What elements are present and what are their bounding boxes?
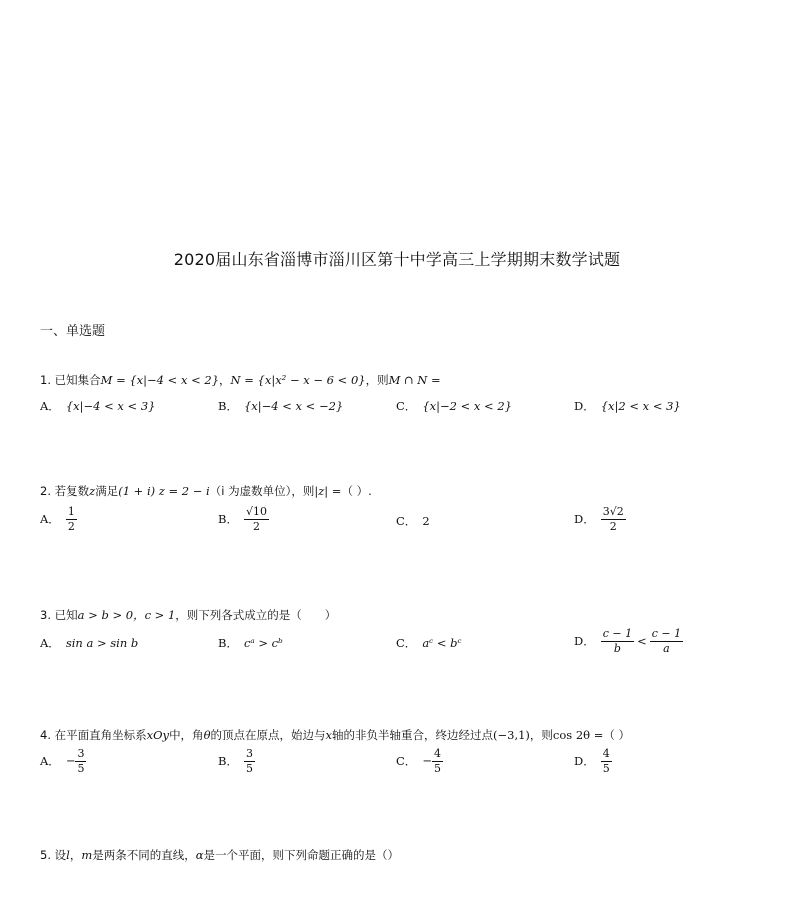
q4-mid2: 的顶点在原点，始边与 (210, 728, 326, 742)
option-label: D． (574, 633, 595, 648)
option-label: C． (396, 636, 417, 650)
q4-point: (−3,1) (493, 728, 530, 742)
q1-option-c[interactable] (396, 398, 512, 414)
option-label: B． (218, 399, 238, 413)
q1-set-m: M = {x|−4 < x < 2} (100, 373, 220, 387)
q3-option-b[interactable] (218, 635, 283, 651)
q4-option-c[interactable] (396, 747, 443, 776)
q4-x: x (325, 728, 332, 742)
fraction (601, 627, 634, 656)
option-label: C． (396, 753, 417, 768)
option-label: B． (218, 636, 238, 650)
q4-tail: （ ） (603, 728, 631, 742)
q5-stem-text: 5. 设 (40, 848, 67, 862)
sign: − (65, 753, 76, 768)
fraction-denominator: 2 (252, 520, 260, 533)
fraction-numerator: 3√2 (602, 505, 624, 518)
section-heading: 一、单选题 (40, 324, 106, 339)
fraction-denominator: 5 (77, 762, 85, 775)
question-5-stem (40, 847, 399, 863)
q2-option-d[interactable] (574, 505, 626, 534)
q1-stem-text: 1. 已知集合 (40, 373, 101, 387)
q5-sep: ， (69, 848, 82, 862)
q4-theta: θ (203, 728, 211, 742)
fraction-numerator: 3 (77, 747, 85, 760)
q1-sep: ， (219, 373, 231, 387)
q3-option-c[interactable] (396, 635, 462, 651)
option-text: sin a > sin b (65, 636, 139, 650)
fraction (650, 627, 683, 656)
q3-stem-text: 3. 已知 (40, 608, 78, 622)
option-label: D． (574, 753, 595, 768)
option-text: 2 (422, 514, 430, 528)
option-label: A． (40, 753, 60, 768)
question-1-stem (40, 372, 441, 388)
fraction-numerator: c − 1 (602, 627, 633, 640)
fraction-numerator: 4 (433, 747, 441, 760)
q1-option-a[interactable] (40, 398, 155, 414)
q5-tail: 是一个平面，则下列命题正确的是（） (203, 848, 400, 862)
option-label: C． (396, 514, 417, 528)
q4-option-a[interactable] (40, 747, 86, 776)
fraction-denominator: 5 (433, 762, 441, 775)
q3-option-d[interactable] (574, 627, 683, 656)
option-text: aᶜ < bᶜ (422, 636, 462, 650)
sign: − (422, 753, 432, 768)
q4-mid1: 中，角 (169, 728, 204, 742)
page-title: 2020届山东省淄博市淄川区第十中学高三上学期期末数学试题 (173, 250, 621, 269)
option-label: B． (218, 753, 238, 768)
fraction-denominator: 5 (245, 762, 253, 775)
q4-option-d[interactable] (574, 747, 612, 776)
q4-expr: cos 2θ = (552, 728, 604, 742)
q4-option-b[interactable] (218, 747, 255, 776)
q1-tail: ，则 (365, 373, 389, 387)
fraction-denominator: a (663, 642, 670, 655)
fraction (601, 747, 612, 776)
q2-option-a[interactable] (40, 505, 77, 534)
fraction (66, 505, 77, 534)
fraction-numerator: c − 1 (651, 627, 682, 640)
option-text: {x|2 < x < 3} (600, 399, 681, 413)
q2-option-b[interactable] (218, 505, 269, 534)
q5-l: l (66, 848, 70, 862)
relation-symbol: < (637, 633, 647, 648)
option-text: {x|−2 < x < 2} (422, 399, 512, 413)
fraction-denominator: 2 (67, 520, 75, 533)
question-2-stem (40, 483, 372, 499)
fraction-denominator: b (613, 642, 621, 655)
option-label: D． (574, 511, 595, 526)
q1-set-n: N = {x|x² − x − 6 < 0} (230, 373, 366, 387)
fraction (75, 747, 86, 776)
q2-mid1: 满足 (95, 484, 119, 498)
option-label: D． (574, 399, 595, 413)
q5-mid1: 是两条不同的直线， (92, 848, 196, 862)
q3-cond: a > b > 0，c > 1 (77, 608, 176, 622)
option-label: A． (40, 511, 60, 526)
q2-abs: |z| = (314, 484, 342, 498)
q2-z: z (89, 484, 96, 498)
q1-option-d[interactable] (574, 398, 681, 414)
q5-m: m (81, 848, 93, 862)
q3-option-a[interactable] (40, 635, 138, 651)
q3-tail: ，则下列各式成立的是（ ） (175, 608, 337, 622)
q4-sys: xOy (146, 728, 170, 742)
q4-mid3: 轴的非负半轴重合，终边经过点 (332, 728, 493, 742)
fraction (244, 747, 255, 776)
fraction-numerator: 3 (245, 747, 253, 760)
q1-expr: M ∩ N = (388, 373, 441, 387)
fraction-denominator: 5 (602, 762, 610, 775)
q2-eq: (1 + i) z = 2 − i (118, 484, 210, 498)
option-text: {x|−4 < x < 3} (65, 399, 156, 413)
q4-stem-text: 4. 在平面直角坐标系 (40, 728, 147, 742)
q4-mid4: ，则 (529, 728, 553, 742)
q2-stem-text: 2. 若复数 (40, 484, 90, 498)
option-label: A． (40, 399, 60, 413)
fraction-denominator: 2 (609, 520, 617, 533)
option-text: {x|−4 < x < −2} (243, 399, 344, 413)
q5-alpha: α (195, 848, 204, 862)
q1-option-b[interactable] (218, 398, 343, 414)
q2-option-c[interactable] (396, 513, 430, 529)
option-text: cᵃ > cᵇ (243, 636, 283, 650)
fraction-numerator: 4 (602, 747, 610, 760)
fraction (432, 747, 443, 776)
question-4-stem (40, 727, 630, 743)
fraction-numerator: √10 (245, 505, 267, 518)
option-label: B． (218, 511, 238, 526)
q2-mid2: （i 为虚数单位），则 (209, 484, 315, 498)
fraction-numerator: 1 (67, 505, 75, 518)
fraction (244, 505, 269, 534)
fraction (601, 505, 626, 534)
option-label: A． (40, 636, 60, 650)
q2-tail: （ ）. (341, 484, 372, 498)
question-3-stem (40, 607, 336, 623)
option-label: C． (396, 399, 417, 413)
